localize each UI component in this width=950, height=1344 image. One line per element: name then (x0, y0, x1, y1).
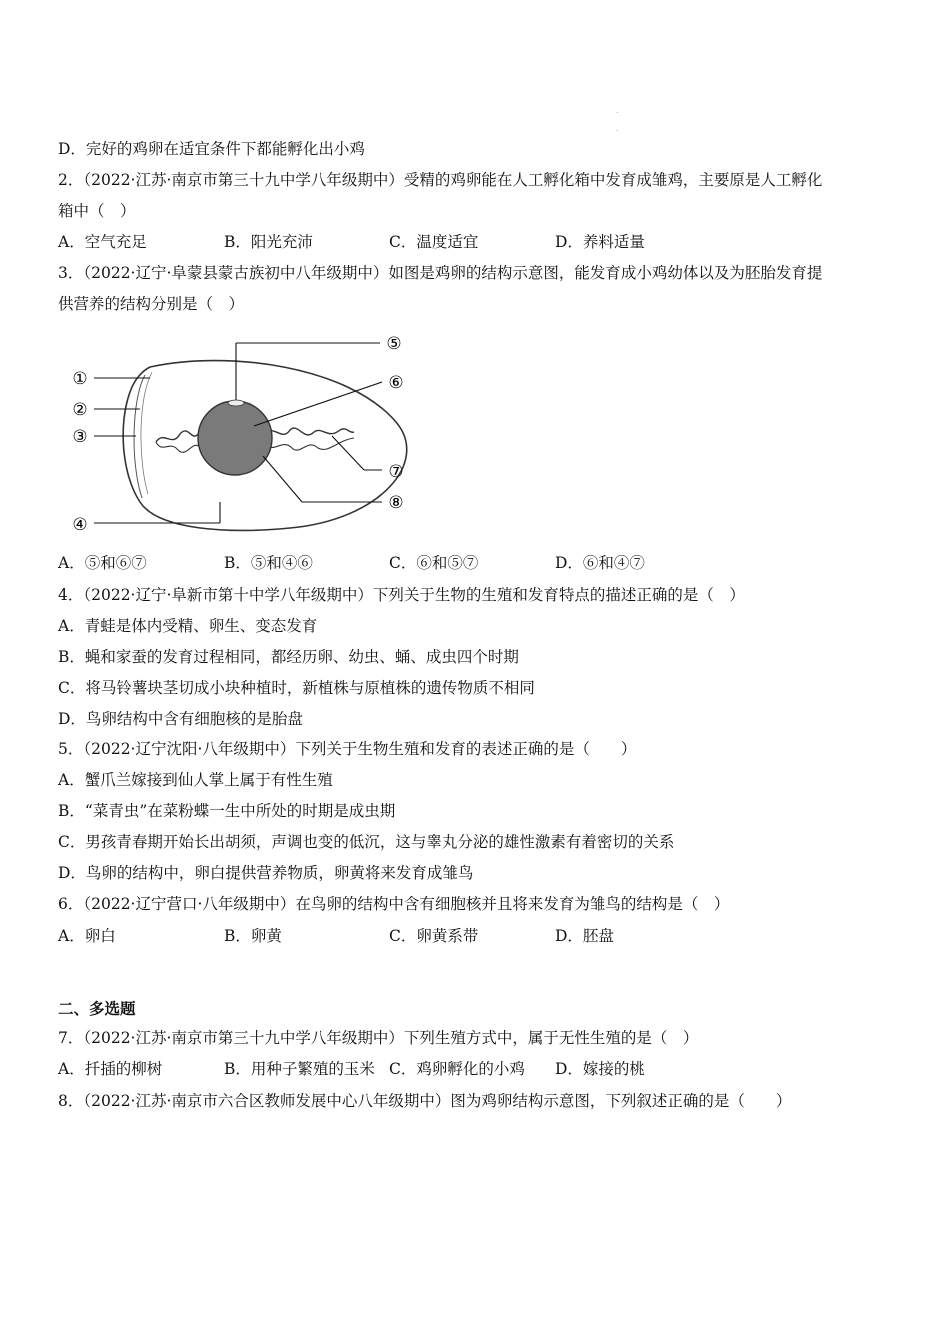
q4-option-c: C．将马铃薯块茎切成小块种植时，新植株与原植株的遗传物质不相同 (58, 679, 535, 697)
left-chalaza (156, 431, 198, 442)
label-4: ④ (72, 515, 88, 535)
leader-6 (254, 382, 382, 426)
right-chalaza (266, 428, 354, 435)
left-chalaza-lower (156, 442, 198, 452)
section-heading-multiple-choice: 二、多选题 (58, 1000, 136, 1018)
q2-option-c: C．温度适宜 (389, 233, 479, 251)
label-6: ⑥ (388, 373, 404, 393)
q7-option-c: C．鸡卵孵化的小鸡 (389, 1060, 525, 1078)
scan-mark: . (616, 106, 619, 115)
q5-stem: 5．（2022·辽宁沈阳·八年级期中）下列关于生物生殖和发育的表述正确的是（ ） (58, 740, 637, 758)
q5-option-d: D．鸟卵的结构中，卵白提供营养物质，卵黄将来发育成雏鸟 (58, 864, 474, 882)
q8-stem: 8．（2022·江苏·南京市六合区教师发展中心八年级期中）图为鸡卵结构示意图，下列叙述正确的是（ ） (58, 1092, 792, 1110)
label-1: ① (72, 369, 88, 389)
q7-option-a: A．扦插的柳树 (58, 1060, 163, 1078)
q6-option-d: D．胚盘 (555, 927, 614, 945)
q3-option-b: B．⑤和④⑥ (224, 554, 313, 572)
leader-7 (332, 436, 364, 470)
scan-mark: . (616, 124, 619, 133)
q2-stem-line1: 2．（2022·江苏·南京市第三十九中学八年级期中）受精的鸡卵能在人工孵化箱中发育成雏鸡，主要原是人工孵化 (58, 171, 823, 189)
label-5: ⑤ (386, 334, 402, 354)
q6-option-c: C．卵黄系带 (389, 927, 479, 945)
q5-option-c: C．男孩青春期开始长出胡须，声调也变的低沉，这与睾丸分泌的雄性激素有着密切的关系 (58, 833, 675, 851)
q1-option-d: D．完好的鸡卵在适宜条件下都能孵化出小鸡 (58, 140, 365, 158)
label-2: ② (72, 400, 88, 420)
right-chalaza-lower (266, 438, 354, 450)
q4-option-a: A．青蛙是体内受精、卵生、变态发育 (58, 617, 318, 635)
q3-option-d: D．⑥和④⑦ (555, 554, 645, 572)
q5-option-a: A．蟹爪兰嫁接到仙人掌上属于有性生殖 (58, 771, 333, 789)
q6-option-b: B．卵黄 (224, 927, 282, 945)
q2-option-b: B．阳光充沛 (224, 233, 313, 251)
q5-option-b: B．“菜青虫”在菜粉蝶一生中所处的时期是成虫期 (58, 802, 396, 820)
leader-8 (263, 456, 302, 502)
q3-option-a: A．⑤和⑥⑦ (58, 554, 147, 572)
q7-stem: 7．（2022·江苏·南京市第三十九中学八年级期中）下列生殖方式中，属于无性生殖的是（ ） (58, 1029, 699, 1047)
q7-option-b: B．用种子繁殖的玉米 (224, 1060, 375, 1078)
q4-stem: 4．（2022·辽宁·阜新市第十中学八年级期中）下列关于生物的生殖和发育特点的描述正确的是（ ） (58, 586, 745, 604)
egg-structure-figure (58, 330, 418, 540)
yolk (198, 401, 272, 475)
q2-option-d: D．养料适量 (555, 233, 645, 251)
q4-option-d: D．鸟卵结构中含有细胞核的是胎盘 (58, 710, 303, 728)
q3-option-c: C．⑥和⑤⑦ (389, 554, 479, 572)
q7-option-d: D．嫁接的桃 (555, 1060, 645, 1078)
label-7: ⑦ (388, 462, 404, 482)
q3-stem-line2: 供营养的结构分别是（ ） (58, 295, 245, 313)
q2-stem-line2: 箱中（ ） (58, 202, 136, 220)
q2-option-a: A．空气充足 (58, 233, 147, 251)
q4-option-b: B．蝇和家蚕的发育过程相同，都经历卵、幼虫、蛹、成虫四个时期 (58, 648, 519, 666)
label-8: ⑧ (388, 493, 404, 513)
label-3: ③ (72, 427, 88, 447)
q3-stem-line1: 3．（2022·辽宁·阜蒙县蒙古族初中八年级期中）如图是鸡卵的结构示意图，能发育成小鸡幼体以及为胚胎发育提 (58, 264, 823, 282)
q6-option-a: A．卵白 (58, 927, 116, 945)
germinal-disc (228, 400, 244, 406)
air-chamber-line (141, 372, 152, 494)
q6-stem: 6．（2022·辽宁营口·八年级期中）在鸟卵的结构中含有细胞核并且将来发育为雏鸟的结构是（ ） (58, 895, 730, 913)
